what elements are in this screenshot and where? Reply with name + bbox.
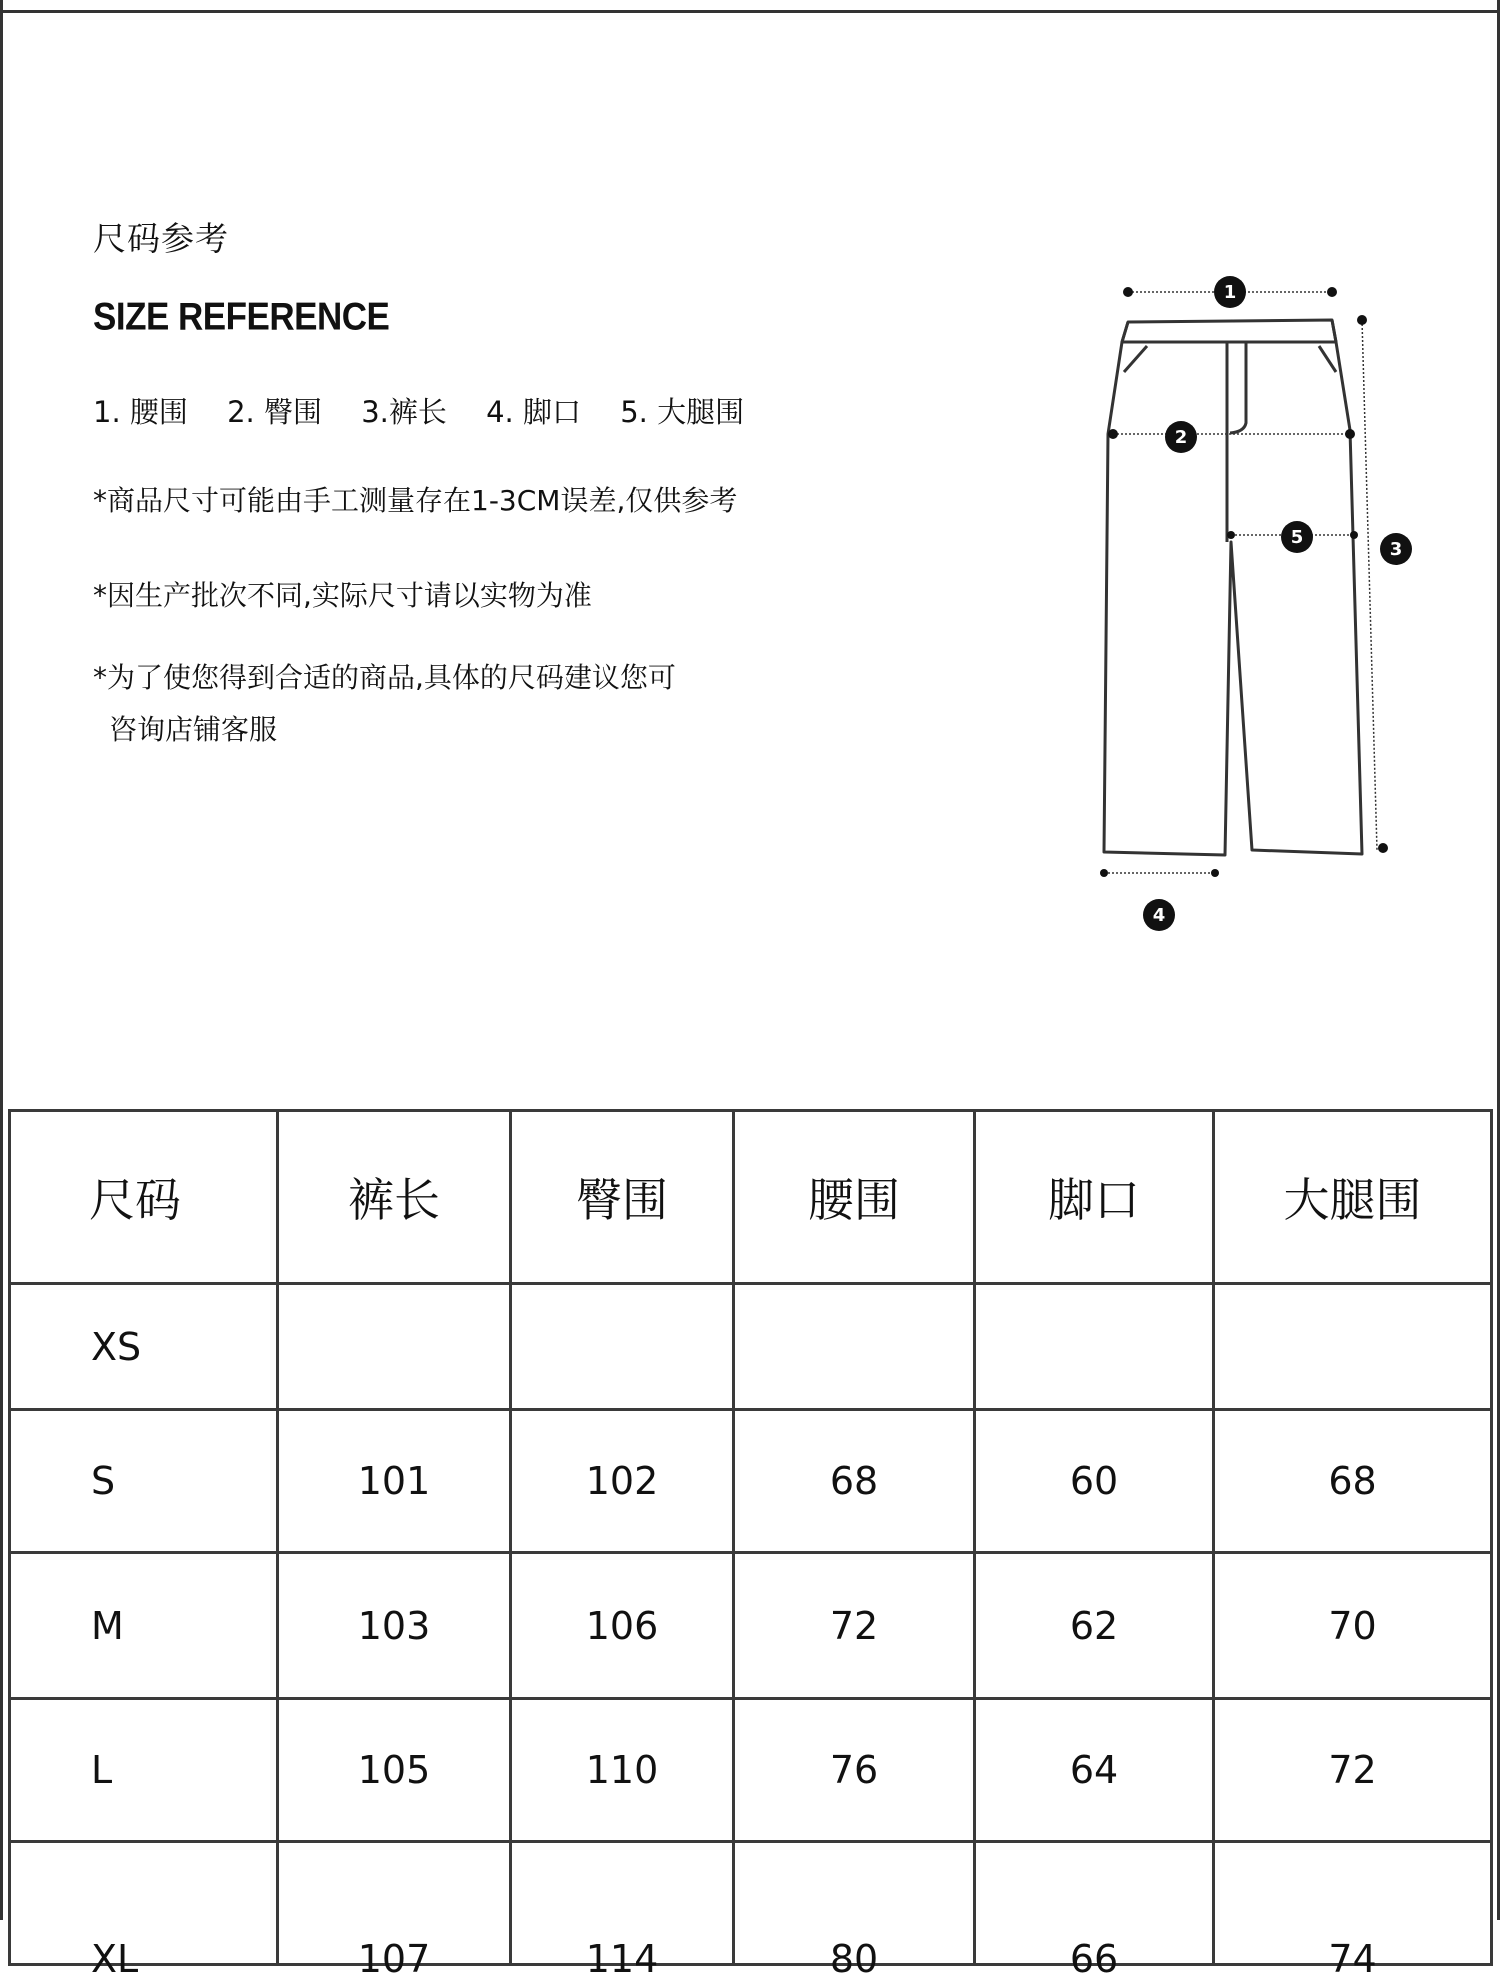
pants-pocket-right <box>1319 346 1336 372</box>
cell-size: L <box>10 1699 278 1842</box>
cell-thigh: 70 <box>1214 1553 1492 1699</box>
cell-hem: 64 <box>975 1699 1214 1842</box>
measurement-legend <box>93 390 774 431</box>
note-batch-difference: *因生产批次不同,实际尺寸请以实物为准 <box>93 579 592 612</box>
cell-thigh: 68 <box>1214 1410 1492 1553</box>
cell-thigh <box>1214 1284 1492 1410</box>
cell-waist: 76 <box>734 1699 975 1842</box>
cell-size: XL <box>10 1842 278 1965</box>
cell-hip: 106 <box>511 1553 734 1699</box>
marker-1 <box>1214 276 1246 308</box>
marker-4 <box>1143 899 1175 931</box>
cell-waist <box>734 1284 975 1410</box>
legend-item-length: 3.裤长 <box>361 395 447 429</box>
cell-length <box>278 1284 511 1410</box>
cell-hip: 110 <box>511 1699 734 1842</box>
svg-text:4: 4 <box>1152 905 1166 926</box>
header-waist: 腰围 <box>734 1111 975 1284</box>
size-table-header-row <box>10 1111 1492 1284</box>
note-measurement-error: *商品尺寸可能由手工测量存在1-3CM误差,仅供参考 <box>93 484 738 517</box>
svg-text:1: 1 <box>1223 282 1237 303</box>
cell-length: 103 <box>278 1553 511 1699</box>
cell-waist: 72 <box>734 1553 975 1699</box>
pants-measurement-diagram <box>1080 270 1440 950</box>
pants-waistband <box>1122 320 1336 342</box>
header-length: 裤长 <box>278 1111 511 1284</box>
measure-line-length <box>1362 320 1377 850</box>
cell-thigh: 74 <box>1214 1842 1492 1965</box>
note-customer-service-line1: *为了使您得到合适的商品,具体的尺码建议您可 <box>93 661 676 694</box>
cell-hip <box>511 1284 734 1410</box>
table-row <box>10 1842 1492 1965</box>
table-row <box>10 1699 1492 1842</box>
cell-hem: 62 <box>975 1553 1214 1699</box>
cell-hip: 114 <box>511 1842 734 1965</box>
cell-size: S <box>10 1410 278 1553</box>
marker-5 <box>1281 521 1313 553</box>
cell-hem: 66 <box>975 1842 1214 1965</box>
legend-item-hem: 4. 脚口 <box>486 395 581 429</box>
table-row <box>10 1284 1492 1410</box>
top-divider <box>0 10 1500 13</box>
marker-2 <box>1165 421 1197 453</box>
header-hem: 脚口 <box>975 1111 1214 1284</box>
note-customer-service <box>93 652 676 756</box>
cell-waist: 80 <box>734 1842 975 1965</box>
header-thigh: 大腿围 <box>1214 1111 1492 1284</box>
header-size: 尺码 <box>10 1111 278 1284</box>
marker-3 <box>1380 533 1412 565</box>
cell-hem: 60 <box>975 1410 1214 1553</box>
title-english: SIZE REFERENCE <box>93 295 390 339</box>
svg-text:2: 2 <box>1174 427 1188 448</box>
cell-waist: 68 <box>734 1410 975 1553</box>
cell-size: XS <box>10 1284 278 1410</box>
table-row <box>10 1553 1492 1699</box>
legend-item-hip: 2. 臀围 <box>227 395 322 429</box>
cell-size: M <box>10 1553 278 1699</box>
pants-fly <box>1227 342 1246 542</box>
cell-hem <box>975 1284 1214 1410</box>
pants-outline <box>1104 320 1362 855</box>
title-chinese: 尺码参考 <box>93 219 229 258</box>
svg-text:5: 5 <box>1290 527 1304 548</box>
legend-item-thigh: 5. 大腿围 <box>620 395 745 429</box>
legend-item-waist: 1. 腰围 <box>93 395 188 429</box>
header-hip: 臀围 <box>511 1111 734 1284</box>
cell-length: 107 <box>278 1842 511 1965</box>
cell-length: 105 <box>278 1699 511 1842</box>
pants-pocket-left <box>1124 346 1147 372</box>
cell-hip: 102 <box>511 1410 734 1553</box>
cell-thigh: 72 <box>1214 1699 1492 1842</box>
svg-text:3: 3 <box>1389 539 1403 560</box>
table-row <box>10 1410 1492 1553</box>
note-customer-service-line2: 咨询店铺客服 <box>109 713 278 746</box>
cell-length: 101 <box>278 1410 511 1553</box>
size-table <box>8 1109 1493 1981</box>
